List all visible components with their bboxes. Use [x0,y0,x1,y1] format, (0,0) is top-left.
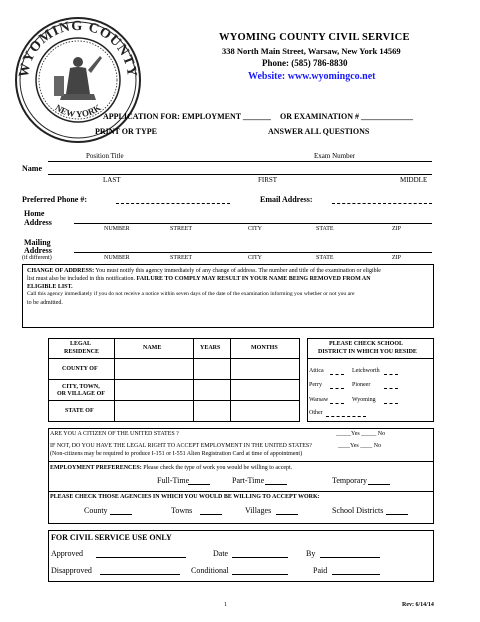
part-time-line[interactable] [265,484,287,485]
mailing-address-line[interactable] [74,252,432,253]
employment-lead: EMPLOYMENT PREFERENCES: [50,465,142,471]
full-time-option[interactable]: Full-Time [157,476,190,485]
state-of-label: STATE OF [65,408,94,414]
mailing-number-label: NUMBER [104,255,130,261]
change-line-5: to be admitted. [27,300,63,306]
school-perry[interactable]: Perry [309,382,322,388]
agency-school-districts[interactable]: School Districts [332,506,384,515]
school-attica-line[interactable] [330,374,344,375]
conditional-field[interactable] [232,574,288,575]
application-for-label: APPLICATION FOR: EMPLOYMENT _______ [103,112,271,121]
employment-rest: Please check the type of work you would be willing to accept. [141,465,293,471]
print-or-type: PRINT OR TYPE [95,127,157,136]
temporary-option[interactable]: Temporary [332,476,367,485]
name-last-label: LAST [103,176,121,184]
school-wyoming-line[interactable] [384,403,398,404]
approved-by-label: By [306,549,316,558]
home-street-label: STREET [170,226,192,232]
name-line[interactable] [48,174,432,175]
email-label: Email Address: [260,195,313,204]
school-district-header-2: DISTRICT IN WHICH YOU RESIDE [318,349,417,355]
seal-top-text: WYOMING COUNTY [16,18,140,79]
home-zip-label: ZIP [392,226,401,232]
employment-preferences [50,465,292,471]
name-middle-label: MIDDLE [400,176,428,184]
answer-all-questions: ANSWER ALL QUESTIONS [268,127,370,136]
school-letchworth[interactable]: Letchworth [352,368,380,374]
change-line2a: list must also be included in this notification. [27,276,137,282]
home-label-2: Address [24,218,52,227]
exam-number-label: OR EXAMINATION # _____________ [280,112,413,121]
approved-date-field[interactable] [232,557,288,558]
change-line-3: ELIGIBLE LIST. [27,284,73,290]
paid-field[interactable] [332,574,380,575]
school-pioneer[interactable]: Pioneer [352,382,371,388]
school-warsaw[interactable]: Warsaw [309,397,329,403]
phone-label: Preferred Phone #: [22,195,88,204]
position-line[interactable] [48,161,432,162]
non-citizen-note: (Non-citizens may be required to produce I-151 or I-551 Alien Registration Card at time of appointment) [50,451,303,457]
revision-date: Rev: 6/14/14 [402,602,434,608]
position-title-label: Position Title [86,152,124,160]
approved-date-label: Date [213,549,229,558]
agencies-question: PLEASE CHECK THOSE AGENCIES IN WHICH YOU WOULD BE WILLING TO ACCEPT WORK: [50,494,320,500]
mailing-note: (if different) [22,255,52,261]
agency-address: 338 North Main Street, Warsaw, New York 14569 [222,46,401,56]
mailing-zip-label: ZIP [392,255,401,261]
change-line2b: FAILURE TO COMPLY MAY RESULT IN YOUR NAME BEING REMOVED FROM AN [136,276,371,282]
mailing-state-label: STATE [316,255,334,261]
seal-bottom-text: NEW YORK [53,102,103,120]
agency-schools-line[interactable] [386,514,408,515]
change-lead: CHANGE OF ADDRESS: [27,268,95,274]
legal-right-question: IF NOT, DO YOU HAVE THE LEGAL RIGHT TO ACCEPT EMPLOYMENT IN THE UNITED STATES? [50,443,312,449]
agency-villages[interactable]: Villages [245,506,272,515]
city-town-label-1: CITY, TOWN, [62,384,100,390]
school-pioneer-line[interactable] [384,388,398,389]
conditional-label: Conditional [191,566,229,575]
mailing-label-2: Address [24,246,52,255]
mailing-city-label: CITY [248,255,262,261]
agency-county-line[interactable] [110,514,132,515]
name-label: Name [22,164,42,173]
home-label-1: Home [24,209,45,218]
name-first-label: FIRST [258,176,278,184]
agency-title: WYOMING COUNTY CIVIL SERVICE [219,32,410,43]
legal-residence-2: RESIDENCE [64,349,100,355]
school-wyoming[interactable]: Wyoming [352,397,376,403]
svg-text:NEW YORK [53,102,102,119]
citizen-question: ARE YOU A CITIZEN OF THE UNITED STATES ? [50,431,179,437]
part-time-option[interactable]: Part-Time [232,476,265,485]
change-line1-text: You must notify this agency immediately of any change of address. The number and title of the examination or eligible [94,268,381,274]
full-time-line[interactable] [188,484,210,485]
agency-towns[interactable]: Towns [171,506,193,515]
school-district-header-1: PLEASE CHECK SCHOOL [329,341,404,347]
office-use-title: FOR CIVIL SERVICE USE ONLY [51,533,172,542]
school-warsaw-line[interactable] [330,403,344,404]
change-line-2 [27,276,371,282]
residence-name-col: NAME [143,345,162,351]
mailing-street-label: STREET [170,255,192,261]
temporary-line[interactable] [368,484,390,485]
approved-by-field[interactable] [320,557,380,558]
agency-website[interactable]: Website: www.wyomingco.net [248,71,376,82]
page-number: 1 [224,602,227,608]
exam-number-col-label: Exam Number [314,152,356,160]
mailing-label-1: Mailing [24,238,51,247]
disapproved-field[interactable] [100,574,180,575]
home-state-label: STATE [316,226,334,232]
legal-residence-1: LEGAL [70,341,92,347]
school-attica[interactable]: Attica [309,368,324,374]
city-town-label-2: OR VILLAGE OF [57,391,105,397]
agency-towns-line[interactable] [200,514,222,515]
email-field[interactable] [332,203,432,204]
residence-years-col: YEARS [200,345,221,351]
agency-phone: Phone: (585) 786-8830 [262,58,348,68]
change-line-4: Call this agency immediately if you do not receive a notice within seven days of the date of the examination informing you whether or not you are [27,291,355,297]
citizen-yes-no[interactable]: _____Yes _____ No [336,431,386,437]
school-letchworth-line[interactable] [384,374,398,375]
paid-label: Paid [313,566,328,575]
approved-field[interactable] [96,557,186,558]
agency-villages-line[interactable] [276,514,298,515]
legal-right-yes-no[interactable]: ____Yes ____ No [338,443,382,449]
disapproved-label: Disapproved [51,566,92,575]
home-address-line[interactable] [74,223,432,224]
change-line-1 [27,268,381,274]
school-other[interactable]: Other [309,410,323,416]
county-of-label: COUNTY OF [62,366,98,372]
county-seal [14,16,142,144]
home-number-label: NUMBER [104,226,130,232]
phone-field[interactable] [116,203,230,204]
agency-county[interactable]: County [84,506,108,515]
school-perry-line[interactable] [330,388,344,389]
school-other-line[interactable] [326,416,366,417]
residence-months-col: MONTHS [251,345,278,351]
home-city-label: CITY [248,226,262,232]
approved-label: Approved [51,549,83,558]
